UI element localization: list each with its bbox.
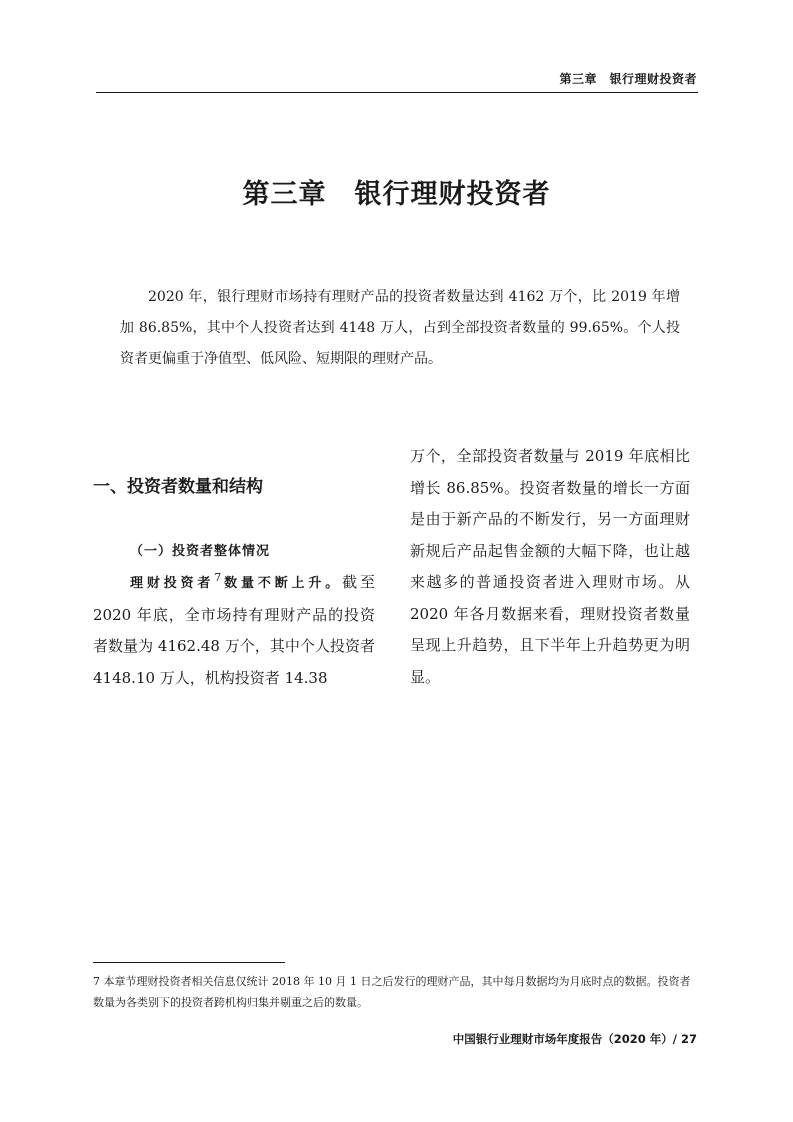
left-column: [93, 460, 375, 694]
chapter-title: 第三章 银行理财投资者: [242, 179, 551, 210]
right-column: [410, 441, 690, 693]
header-rule: [96, 92, 698, 93]
section-heading: 一、投资者数量和结构: [93, 477, 263, 497]
running-header: 第三章 银行理财投资者: [559, 72, 697, 86]
subsection-heading: （一）投资者整体情况: [130, 544, 271, 559]
right-body-paragraph: 万个，全部投资者数量与 2019 年底相比增长 86.85%。投资者数量的增长一方面是由于新产品的不断发行，另一方面理财新规后产品起售金额的大幅下降，也让越来越多的普通投资者进入理财市场。从 2020 年各月数据来看，理财投资者数量呈现上升趋势，且下半年上升趋势更为明显。: [410, 447, 690, 686]
intro-paragraph: 2020 年，银行理财市场持有理财产品的投资者数量达到 4162 万个，比 2019 年增加 86.85%，其中个人投资者达到 4148 万人，占到全部投资者数量的 99.65%。个人投资者更偏重于净值型、低风险、短期限的理财产品。: [120, 289, 680, 367]
page-footer: 中国银行业理财市场年度报告（2020 年）/ 27: [452, 1032, 697, 1046]
footnote-rule: [93, 962, 285, 963]
left-body-text: 截至 2020 年底，全市场持有理财产品的投资者数量为 4162.48 万个，其中个人投资者 4148.10 万人，机构投资者 14.38: [93, 573, 375, 687]
intro-section: [120, 282, 680, 375]
left-body-paragraph: [93, 567, 375, 694]
lead-suffix: 数量不断上升。: [221, 576, 343, 591]
lead-text: 理财投资者: [130, 576, 215, 591]
footnote: 7 本章节理财投资者相关信息仅统计 2018 年 10 月 1 日之后发行的理财产品，其中每月数据均为月底时点的数据。投资者数量为各类别下的投资者跨机构归集并剔重之后的数量。: [93, 975, 691, 1009]
footnote-reference[interactable]: 7: [214, 571, 222, 584]
